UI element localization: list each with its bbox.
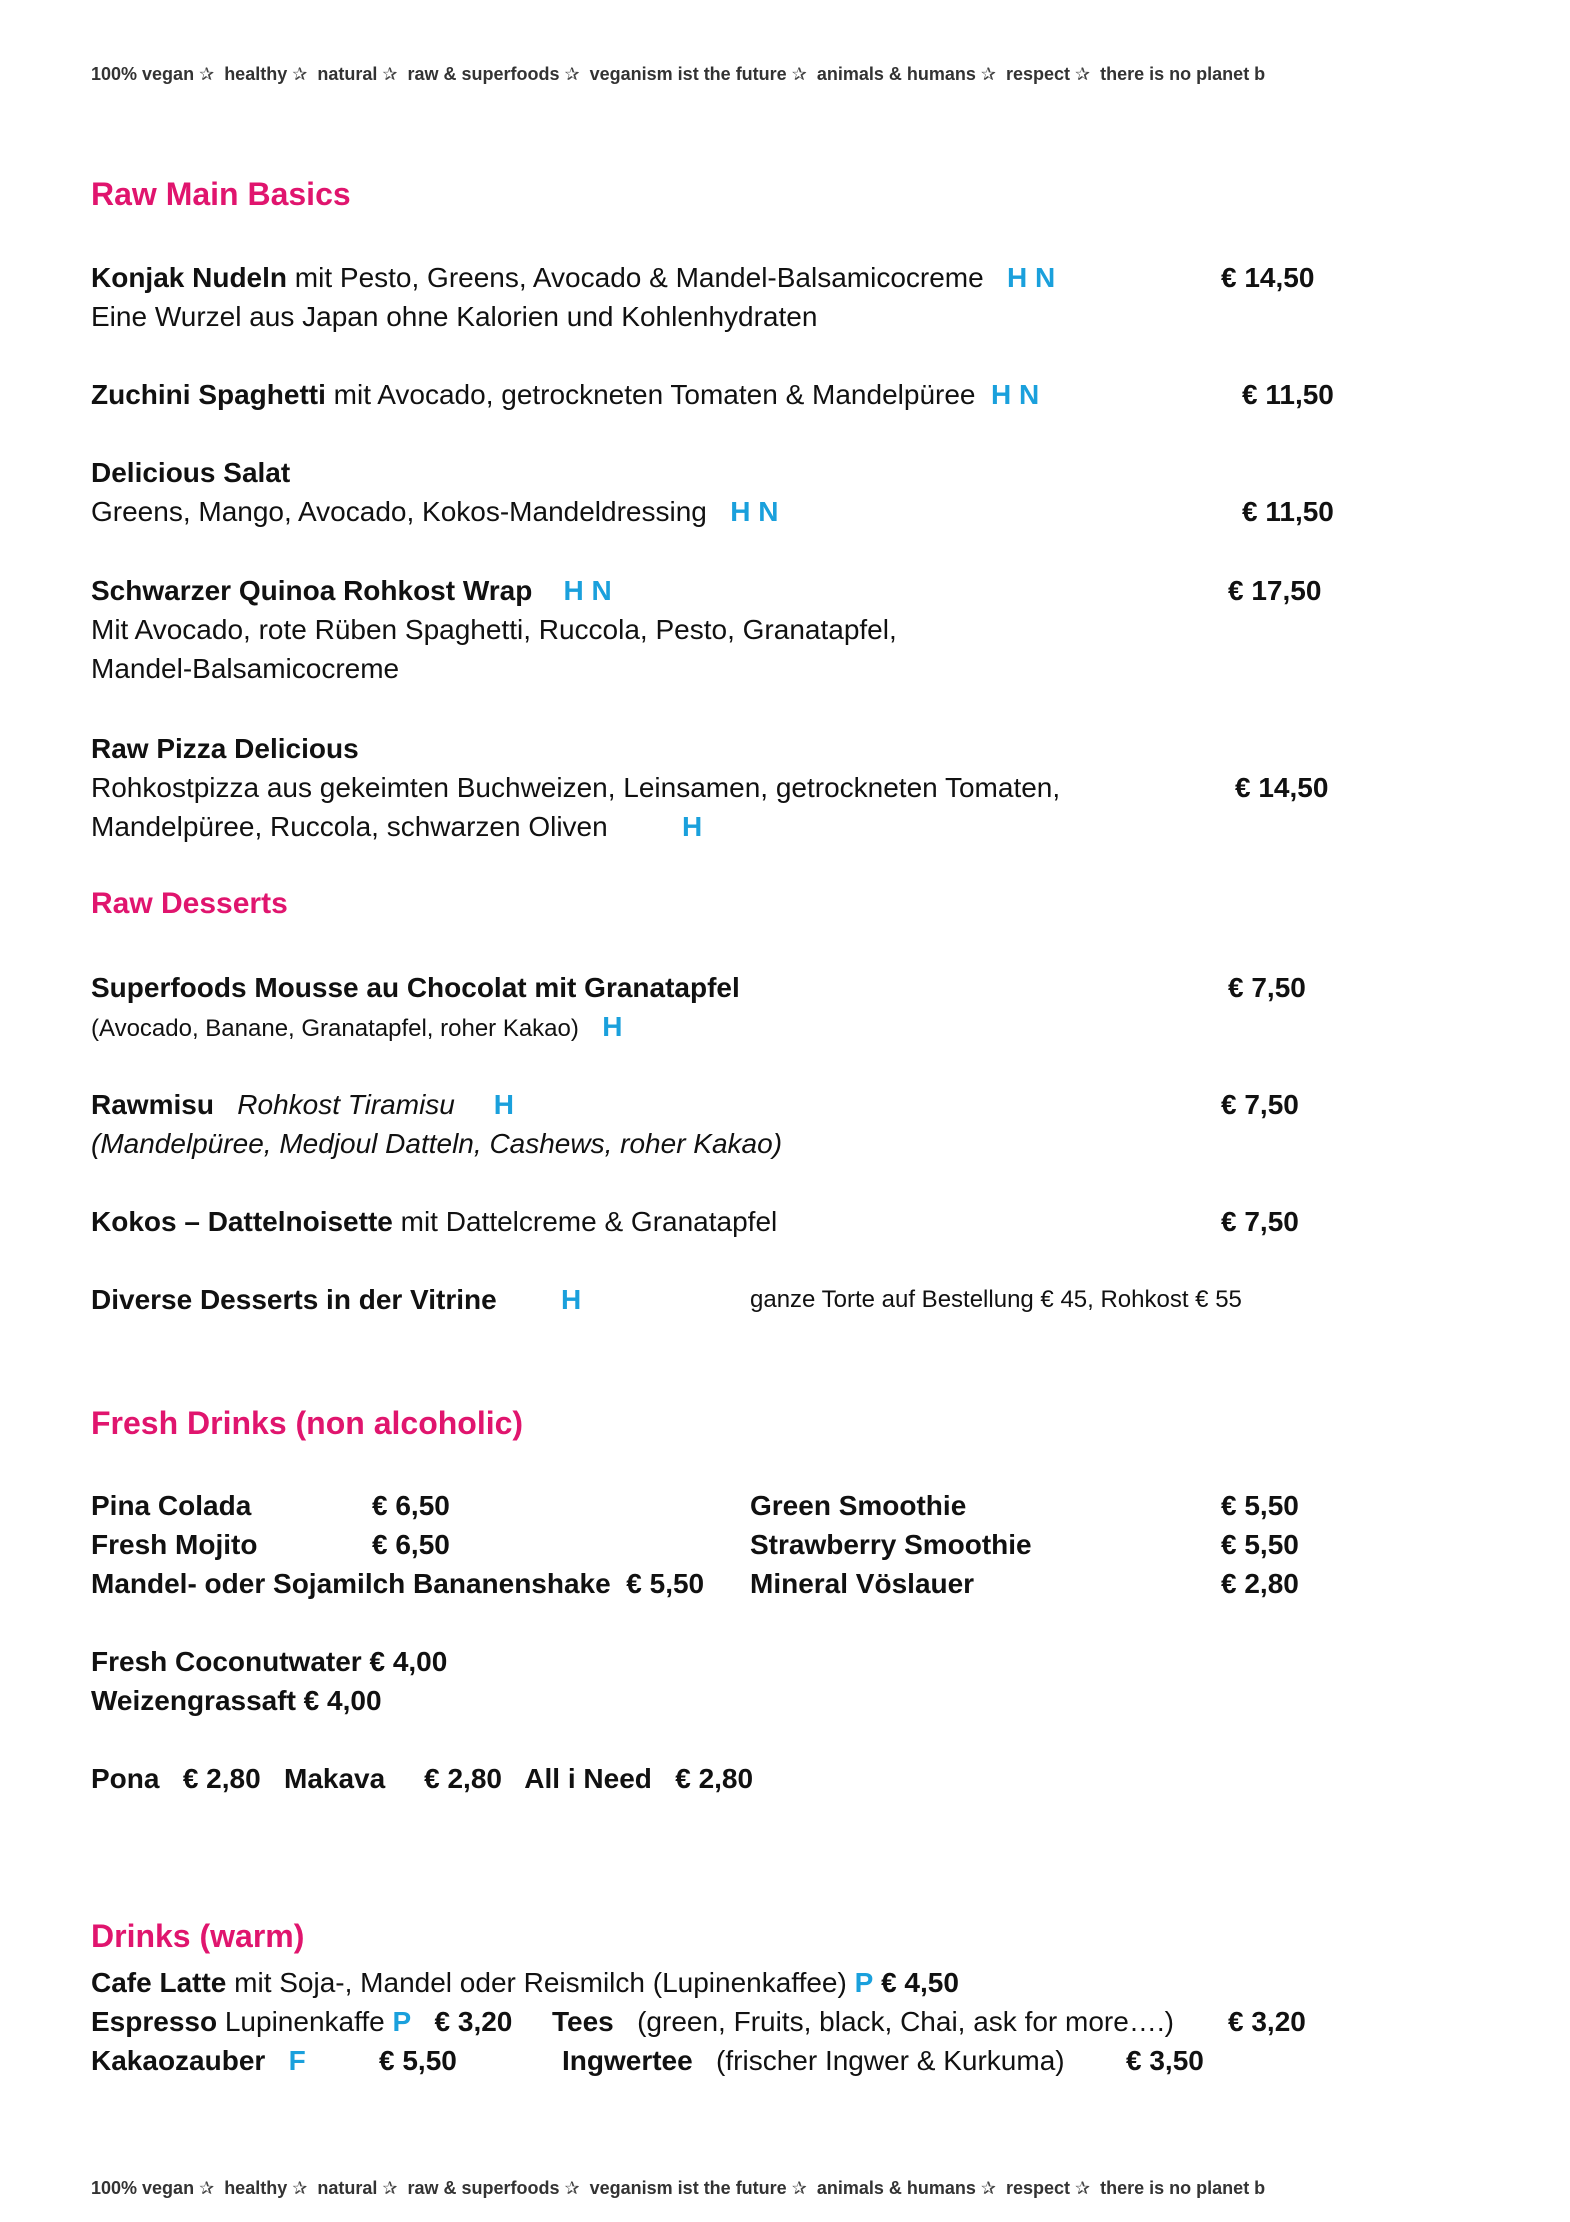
allergen-marks: P [854,1967,874,1998]
tagline-item: raw & superfoods [407,64,560,84]
tagline-item: respect [1005,64,1071,84]
item-desc: mit Pesto, Greens, Avocado & Mandel-Balsamicocreme [287,262,984,293]
item-name: Tees [552,2006,614,2037]
price-green: € 5,50 [1221,1490,1299,1521]
price-mousse: € 7,50 [1228,972,1306,1003]
star-icon: ✰ [382,64,398,84]
price-kakao: € 5,50 [379,2045,457,2076]
price-straw: € 5,50 [1221,1529,1299,1560]
tagline-item: healthy [224,2178,288,2198]
item-sub-pizza-2: Mandelpüree, Ruccola, schwarzen Oliven [91,811,608,842]
item-name-salat: Delicious Salat [91,457,291,488]
item-name: Kokos – Dattelnoisette [91,1206,393,1237]
tagline-item: 100% vegan [91,64,195,84]
allergen-marks-diverse: H [561,1284,582,1315]
item-coconut: Fresh Coconutwater € 4,00 [91,1646,448,1677]
tagline-item: animals & humans [816,64,976,84]
allergen-marks: H N [563,575,612,606]
item-name-mojito: Fresh Mojito [91,1529,258,1560]
price-kokos: € 7,50 [1221,1206,1299,1237]
item-sub-pizza-1: Rohkostpizza aus gekeimten Buchweizen, Leinsamen, getrockneten Tomaten, [91,772,1061,803]
star-icon: ✰ [199,64,215,84]
item-desc: mit Dattelcreme & Granatapfel [392,1206,778,1237]
menu-item-espresso [91,2002,512,2042]
star-icon: ✰ [292,64,308,84]
menu-item-rawmisu [91,1085,514,1125]
price-rawmisu: € 7,50 [1221,1089,1299,1120]
tagline-item: natural [317,2178,378,2198]
item-name: Rawmisu [91,1089,214,1120]
price-mineral: € 2,80 [1221,1568,1299,1599]
menu-item-kakao [91,2041,306,2081]
star-icon: ✰ [292,2178,308,2198]
item-sub-wrap-2: Mandel-Balsamicocreme [91,653,400,684]
price-ingwer: € 3,50 [1126,2045,1204,2076]
tagline-item: veganism ist the future [589,64,787,84]
allergen-marks: H N [1007,262,1056,293]
price-mojito: € 6,50 [372,1529,450,1560]
menu-item-salat [91,492,778,532]
section-title-raw-desserts: Raw Desserts [91,887,288,920]
tagline-item: raw & superfoods [407,2178,560,2198]
menu-item-shake [91,1564,704,1604]
item-sub-konjak: Eine Wurzel aus Japan ohne Kalorien und Kohlenhydraten [91,301,818,332]
section-title-fresh-drinks: Fresh Drinks (non alcoholic) [91,1405,524,1441]
allergen-marks-pizza: H [682,811,703,842]
star-icon: ✰ [980,64,996,84]
item-price: € 2,80 [182,1763,261,1794]
item-name-mousse: Superfoods Mousse au Chocolat mit Granatapfel [91,972,740,1003]
item-weizen: Weizengrassaft € 4,00 [91,1685,382,1716]
menu-item-softdrinks [91,1759,753,1799]
star-icon: ✰ [791,2178,807,2198]
item-desc: Rohkost Tiramisu [237,1089,455,1120]
section-title-warm-drinks: Drinks (warm) [91,1918,305,1954]
item-price: € 5,50 [626,1568,705,1599]
star-icon: ✰ [980,2178,996,2198]
item-sub-rawmisu: (Mandelpüree, Medjoul Datteln, Cashews, roher Kakao) [91,1128,783,1159]
item-name-pizza: Raw Pizza Delicious [91,733,359,764]
menu-item-tees [552,2002,1174,2042]
tagline-top [91,64,1265,85]
tagline-bottom [91,2178,1265,2199]
tagline-item: healthy [224,64,288,84]
menu-item-ingwer [562,2041,1065,2081]
item-name-diverse: Diverse Desserts in der Vitrine [91,1284,497,1315]
allergen-marks: F [288,2045,306,2076]
item-desc: mit Soja-, Mandel oder Reismilch (Lupinenkaffee) [226,1967,855,1998]
item-desc: mit Avocado, getrockneten Tomaten & Mandelpüree [325,379,976,410]
item-name: Konjak Nudeln [91,262,288,293]
item-name-straw: Strawberry Smoothie [750,1529,1032,1560]
item-name: Zuchini Spaghetti [91,379,326,410]
item-name: Espresso [91,2006,218,2037]
tagline-item: animals & humans [816,2178,976,2198]
star-icon: ✰ [1075,2178,1091,2198]
star-icon: ✰ [791,64,807,84]
star-icon: ✰ [564,64,580,84]
allergen-marks: P [392,2006,412,2037]
item-name: Cafe Latte [91,1967,227,1998]
price-pina: € 6,50 [372,1490,450,1521]
tagline-item: there is no planet b [1100,64,1266,84]
item-sub-wrap-1: Mit Avocado, rote Rüben Spaghetti, Ruccola, Pesto, Granatapfel, [91,614,897,645]
tagline-item: veganism ist the future [589,2178,787,2198]
item-name-green: Green Smoothie [750,1490,967,1521]
price-konjak: € 14,50 [1221,262,1315,293]
item-name: Makava [284,1763,386,1794]
price-tees: € 3,20 [1228,2006,1306,2037]
tagline-item: there is no planet b [1100,2178,1266,2198]
item-name: Schwarzer Quinoa Rohkost Wrap [91,575,533,606]
item-price: € 2,80 [424,1763,502,1794]
menu-item-mousse-sub [91,1007,622,1049]
item-price: € 2,80 [675,1763,754,1794]
item-desc: (frischer Ingwer & Kurkuma) [716,2045,1065,2076]
item-name-pina: Pina Colada [91,1490,252,1521]
price-wrap: € 17,50 [1228,575,1322,606]
allergen-marks: H [602,1011,623,1042]
section-title-raw-main: Raw Main Basics [91,176,351,212]
star-icon: ✰ [1075,64,1091,84]
item-name: Kakaozauber [91,2045,266,2076]
menu-item-zuchini [91,375,1039,415]
item-price: € 4,50 [881,1967,959,1998]
item-desc: Lupinenkaffe [217,2006,393,2037]
item-desc: Greens, Mango, Avocado, Kokos-Mandeldressing [91,496,707,527]
item-desc: (green, Fruits, black, Chai, ask for more….) [637,2006,1174,2037]
star-icon: ✰ [564,2178,580,2198]
price-zuchini: € 11,50 [1242,379,1334,410]
allergen-marks: H N [991,379,1040,410]
star-icon: ✰ [382,2178,398,2198]
tagline-item: respect [1005,2178,1071,2198]
allergen-marks: H N [730,496,779,527]
menu-item-kokos [91,1202,777,1242]
item-name: Ingwertee [562,2045,693,2076]
price-pizza: € 14,50 [1235,772,1329,803]
menu-item-latte [91,1963,959,2003]
star-icon: ✰ [199,2178,215,2198]
item-name-mineral: Mineral Vöslauer [750,1568,975,1599]
item-price: € 3,20 [434,2006,513,2037]
menu-item-konjak [91,258,1055,298]
item-note-diverse: ganze Torte auf Bestellung € 45, Rohkost € 55 [750,1286,1242,1313]
allergen-marks: H [493,1089,515,1120]
tagline-item: natural [317,64,378,84]
item-name: Pona [91,1763,160,1794]
item-name: Mandel- oder Sojamilch Bananenshake [91,1568,611,1599]
item-desc: (Avocado, Banane, Granatapfel, roher Kakao) [91,1015,579,1042]
item-name: All i Need [524,1763,652,1794]
price-salat: € 11,50 [1242,496,1334,527]
tagline-item: 100% vegan [91,2178,195,2198]
menu-item-wrap [91,571,612,611]
